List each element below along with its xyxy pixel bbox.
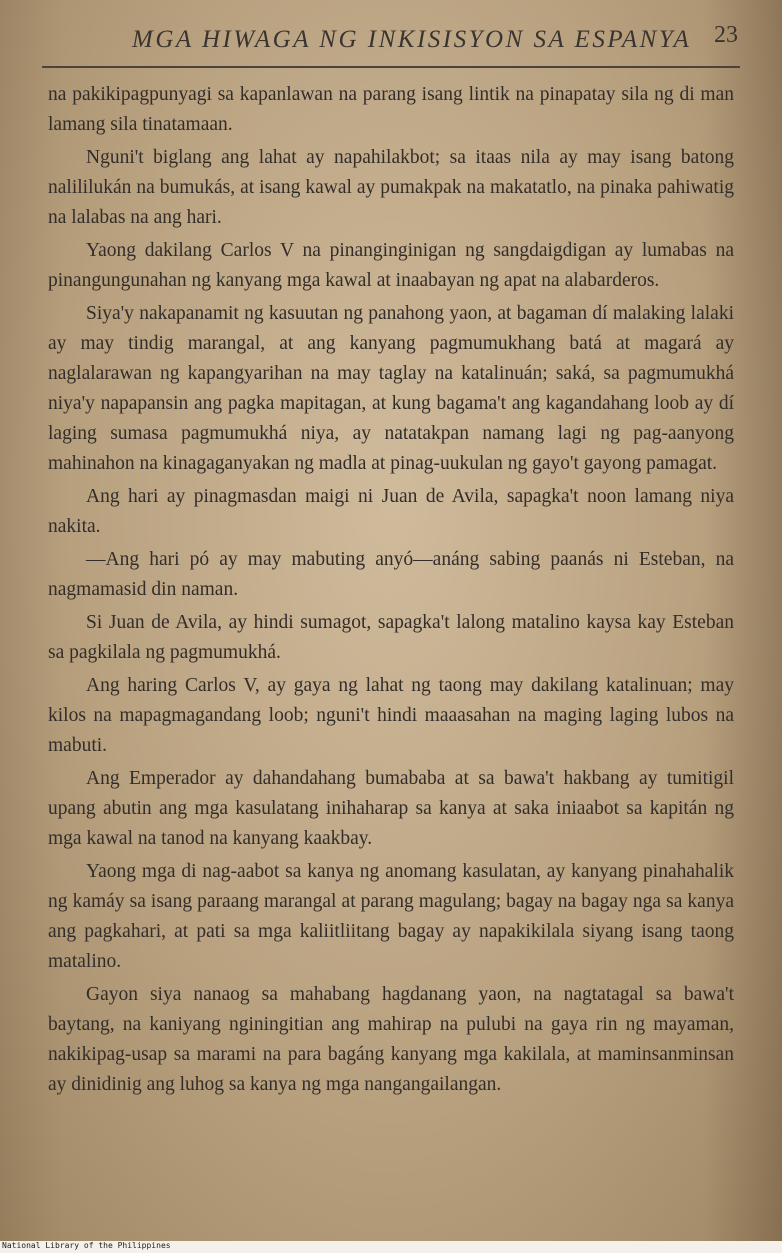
paragraph-3: Yaong dakilang Carlos V na pinanginginigan ng sangdaigdigan ay lumabas na pinangungunahan ng kanyang mga kawal at inaabayan ng apat na alabarderos. xyxy=(48,240,734,291)
running-title: MGA HIWAGA NG INKISISYON SA ESPANYA xyxy=(132,26,692,53)
paragraph-10: Yaong mga di nag-aabot sa kanya ng anomang kasulatan, ay kanyang pinahahalik ng kamáy sa isang paraang marangal at parang magulang; bagay na bagay nga sa kanya ang pagkahari, at pati sa mga kaliitliitang bagay ay napakikilala siyang isang taong matalino. xyxy=(48,861,734,972)
footer-strip xyxy=(0,1241,782,1253)
paragraph-6: —Ang hari pó ay may mabuting anyó—anáng sabing paanás ni Esteban, na nagmamasid din naman. xyxy=(48,549,734,600)
paragraph-7: Si Juan de Avila, ay hindi sumagot, sapagka't lalong matalino kaysa kay Esteban sa pagkilala ng pagmumukhá. xyxy=(48,612,734,663)
page-header xyxy=(40,20,740,70)
paragraph-9: Ang Emperador ay dahandahang bumababa at sa bawa't hakbang ay tumitigil upang abutin ang mga kasulatang inihaharap sa kanya at saka iniaabot sa kapitán ng mga kawal na tanod na kanyang kaakbay. xyxy=(48,768,734,849)
footer-credit: National Library of the Philippines xyxy=(2,1241,171,1250)
paragraph-4: Siya'y nakapanamit ng kasuutan ng panahong yaon, at bagaman dí malaking lalaki ay may tindig marangal, at ang kanyang pagmumukhang batá at magará ay naglalarawan ng kapangyarihan na may taglay na katalinuán; saká, sa pagmumukhá niya'y napapansin ang pagka mapitagan, at kung bagama't ang kagandahang loob ay dí laging sumasa pagmumukhá niya, ay natatakpan namang lagi ng pag-aanyong mahinahon na kinagaganyakan ng madla at pinag-uukulan ng gayo't gayong pamagat. xyxy=(48,303,734,474)
header-rule xyxy=(42,66,740,68)
paragraph-2: Nguni't biglang ang lahat ay napahilakbot; sa itaas nila ay may isang batong nalililukán na bumukás, at isang kawal ay pumakpak na makatatlo, na pinaka pahiwatig na lalabas na ang hari. xyxy=(48,147,734,228)
body-text xyxy=(48,80,734,1100)
paragraph-8: Ang haring Carlos V, ay gaya ng lahat ng taong may dakilang katalinuan; may kilos na mapagmagandang loob; nguni't hindi maaasahan na maging laging lubos na mabuti. xyxy=(48,675,734,756)
paragraph-1: na pakikipagpunyagi sa kapanlawan na parang isang lintik na pinapatay sila ng di man lamang sila tinatamaan. xyxy=(48,84,734,135)
paragraph-11: Gayon siya nanaog sa mahabang hagdanang yaon, na nagtatagal sa bawa't baytang, na kaniyang nginingitian ang mahirap na pulubi na gaya rin ng mayaman, nakikipag-usap sa marami na para bagáng kanyang mga kakilala, at maminsanminsan ay dinidinig ang luhog sa kanya ng mga nangangailangan. xyxy=(48,984,734,1095)
page-number: 23 xyxy=(714,22,738,48)
paragraph-5: Ang hari ay pinagmasdan maigi ni Juan de Avila, sapagka't noon lamang niya nakita. xyxy=(48,486,734,537)
